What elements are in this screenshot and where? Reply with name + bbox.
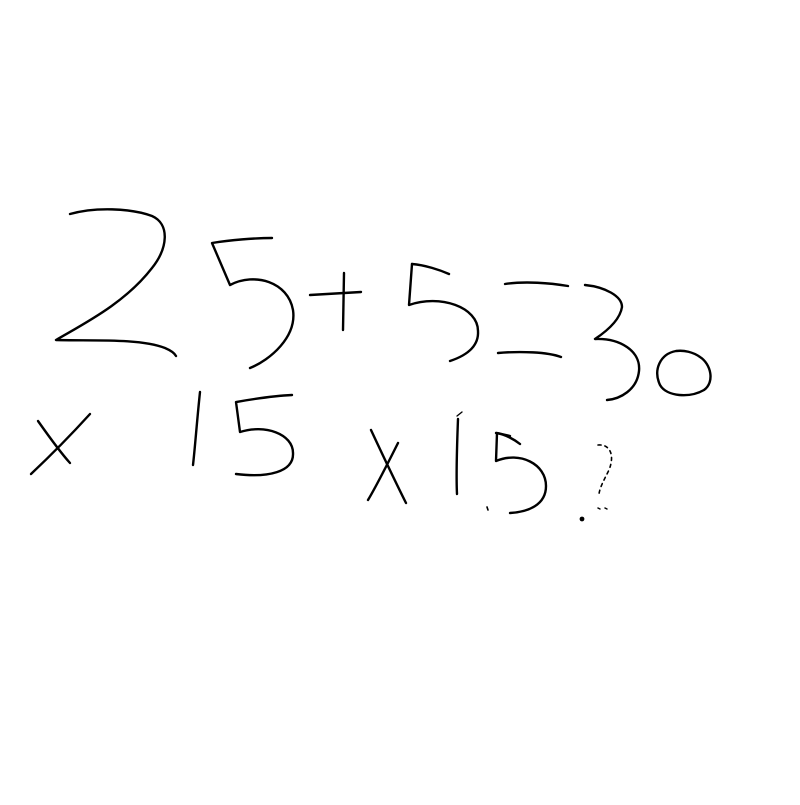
glyph-5c	[236, 395, 293, 475]
glyph-x2-a	[371, 430, 406, 503]
glyph-question	[598, 445, 612, 494]
glyph-plus-h	[310, 292, 361, 295]
glyph-5b-top	[412, 264, 449, 274]
glyph-1	[193, 392, 200, 465]
glyph-0	[657, 351, 710, 395]
glyph-question-specks	[598, 508, 607, 509]
glyph-speck	[487, 507, 488, 510]
glyph-eq-bot	[498, 352, 561, 357]
glyph-plus-v	[343, 273, 344, 330]
glyph-5d	[496, 433, 546, 513]
glyph-1b	[457, 419, 458, 494]
glyph-eq-top	[505, 283, 568, 286]
glyph-2	[56, 209, 176, 356]
glyph-5b	[409, 264, 478, 361]
glyph-question-dot	[580, 517, 585, 522]
glyph-3	[585, 285, 639, 400]
glyph-1b-tick	[457, 412, 462, 416]
glyph-x2-b	[368, 443, 398, 500]
glyph-5	[212, 238, 293, 368]
